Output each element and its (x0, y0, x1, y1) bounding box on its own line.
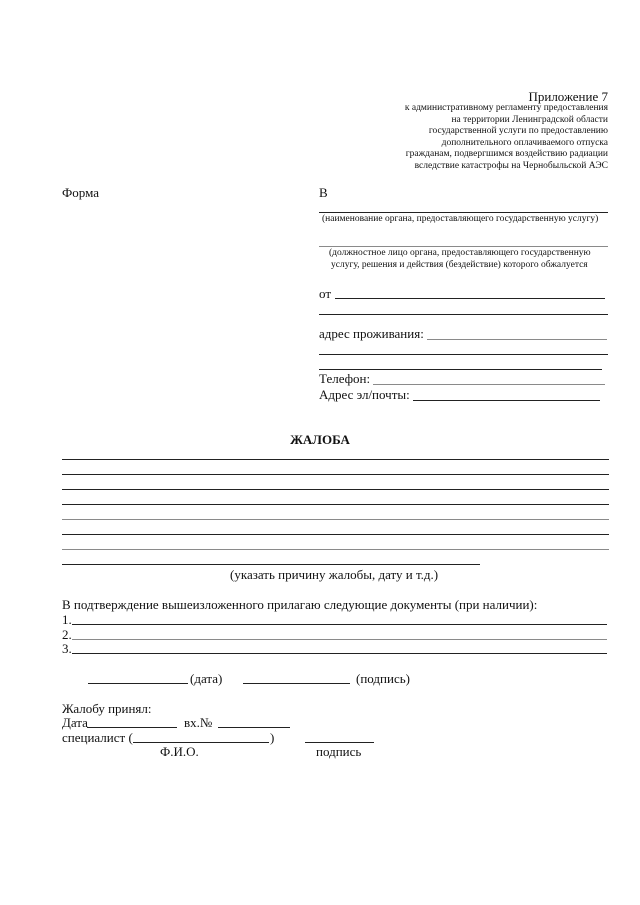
email-field-line[interactable] (413, 400, 600, 401)
appendix-line-6: вследствие катастрофы на Чернобыльской АЭС (414, 160, 608, 171)
complaint-text-line-1[interactable] (62, 459, 609, 460)
complaint-text-line-2[interactable] (62, 474, 609, 475)
to-label: В (319, 185, 328, 200)
complaint-text-line-4[interactable] (62, 504, 609, 505)
official-field-line[interactable] (319, 246, 608, 247)
appendix-line-2: на территории Ленинградской области (451, 114, 608, 125)
address-label: адрес проживания: (319, 326, 424, 341)
appendix-line-4: дополнительного оплачиваемого отпуска (441, 137, 608, 148)
phone-label: Телефон: (319, 371, 371, 386)
specialist-label: специалист ( (62, 730, 133, 745)
specialist-signature-field-line[interactable] (305, 742, 374, 743)
complaint-text-line-6[interactable] (62, 534, 609, 535)
appendix-title: Приложение 7 (528, 89, 608, 104)
appendix-line-1: к административному регламенту предоставления (404, 103, 608, 113)
received-title: Жалобу принял: (62, 701, 152, 716)
signature-field-line[interactable] (243, 683, 350, 684)
complaint-text-line-8[interactable] (62, 564, 480, 565)
form-label: Форма (62, 185, 99, 200)
attachment-field-line-3[interactable] (72, 653, 607, 654)
address-field-line-2[interactable] (319, 354, 608, 355)
appendix-line-3: государственной услуги по предоставлению (428, 126, 608, 136)
appendix-line-5: гражданам, подвергшимся воздействию радиации (405, 149, 608, 159)
specialist-signature-caption: подпись (316, 744, 362, 759)
received-date-label: Дата (62, 715, 88, 730)
complaint-title: ЖАЛОБА (290, 432, 350, 447)
address-field-line-3[interactable] (319, 369, 602, 370)
organ-caption: (наименование органа, предоставляющего государственную услугу) (322, 214, 599, 224)
specialist-close-paren: ) (270, 730, 275, 745)
complaint-text-line-5[interactable] (62, 519, 609, 520)
attachment-field-line-1[interactable] (72, 624, 607, 625)
complaint-text-line-3[interactable] (62, 489, 609, 490)
official-caption-line-2: услугу, решения и действия (бездействие) которого обжалуется (331, 260, 588, 270)
phone-field-line[interactable] (373, 384, 605, 385)
attachment-number-3: 3. (62, 641, 72, 656)
attachment-field-line-2[interactable] (72, 639, 607, 640)
attachment-number-1: 1. (62, 612, 72, 627)
complaint-text-line-7[interactable] (62, 549, 609, 550)
from-label: от (319, 286, 332, 301)
reason-caption: (указать причину жалобы, дату и т.д.) (230, 567, 439, 582)
date-field-line[interactable] (88, 683, 188, 684)
registration-field-line[interactable] (218, 727, 290, 728)
received-date-field-line[interactable] (87, 727, 177, 728)
signature-caption: (подпись) (356, 671, 410, 686)
address-field-line-1[interactable] (427, 339, 607, 340)
appendix-subtitle (405, 103, 608, 172)
from-field-line-1[interactable] (335, 298, 605, 299)
specialist-fio-field-line[interactable] (133, 742, 269, 743)
attachment-number-2: 2. (62, 627, 72, 642)
attachments-intro: В подтверждение вышеизложенного прилагаю следующие документы (при наличии): (62, 597, 538, 612)
registration-label: вх.№ (184, 715, 213, 730)
official-caption-line-1: (должностное лицо органа, предоставляющего государственную (329, 248, 591, 258)
organ-field-line[interactable] (319, 212, 608, 213)
fio-caption: Ф.И.О. (160, 744, 199, 759)
email-label: Адрес эл/почты: (319, 387, 410, 402)
from-field-line-2[interactable] (319, 314, 608, 315)
date-caption: (дата) (190, 671, 223, 686)
